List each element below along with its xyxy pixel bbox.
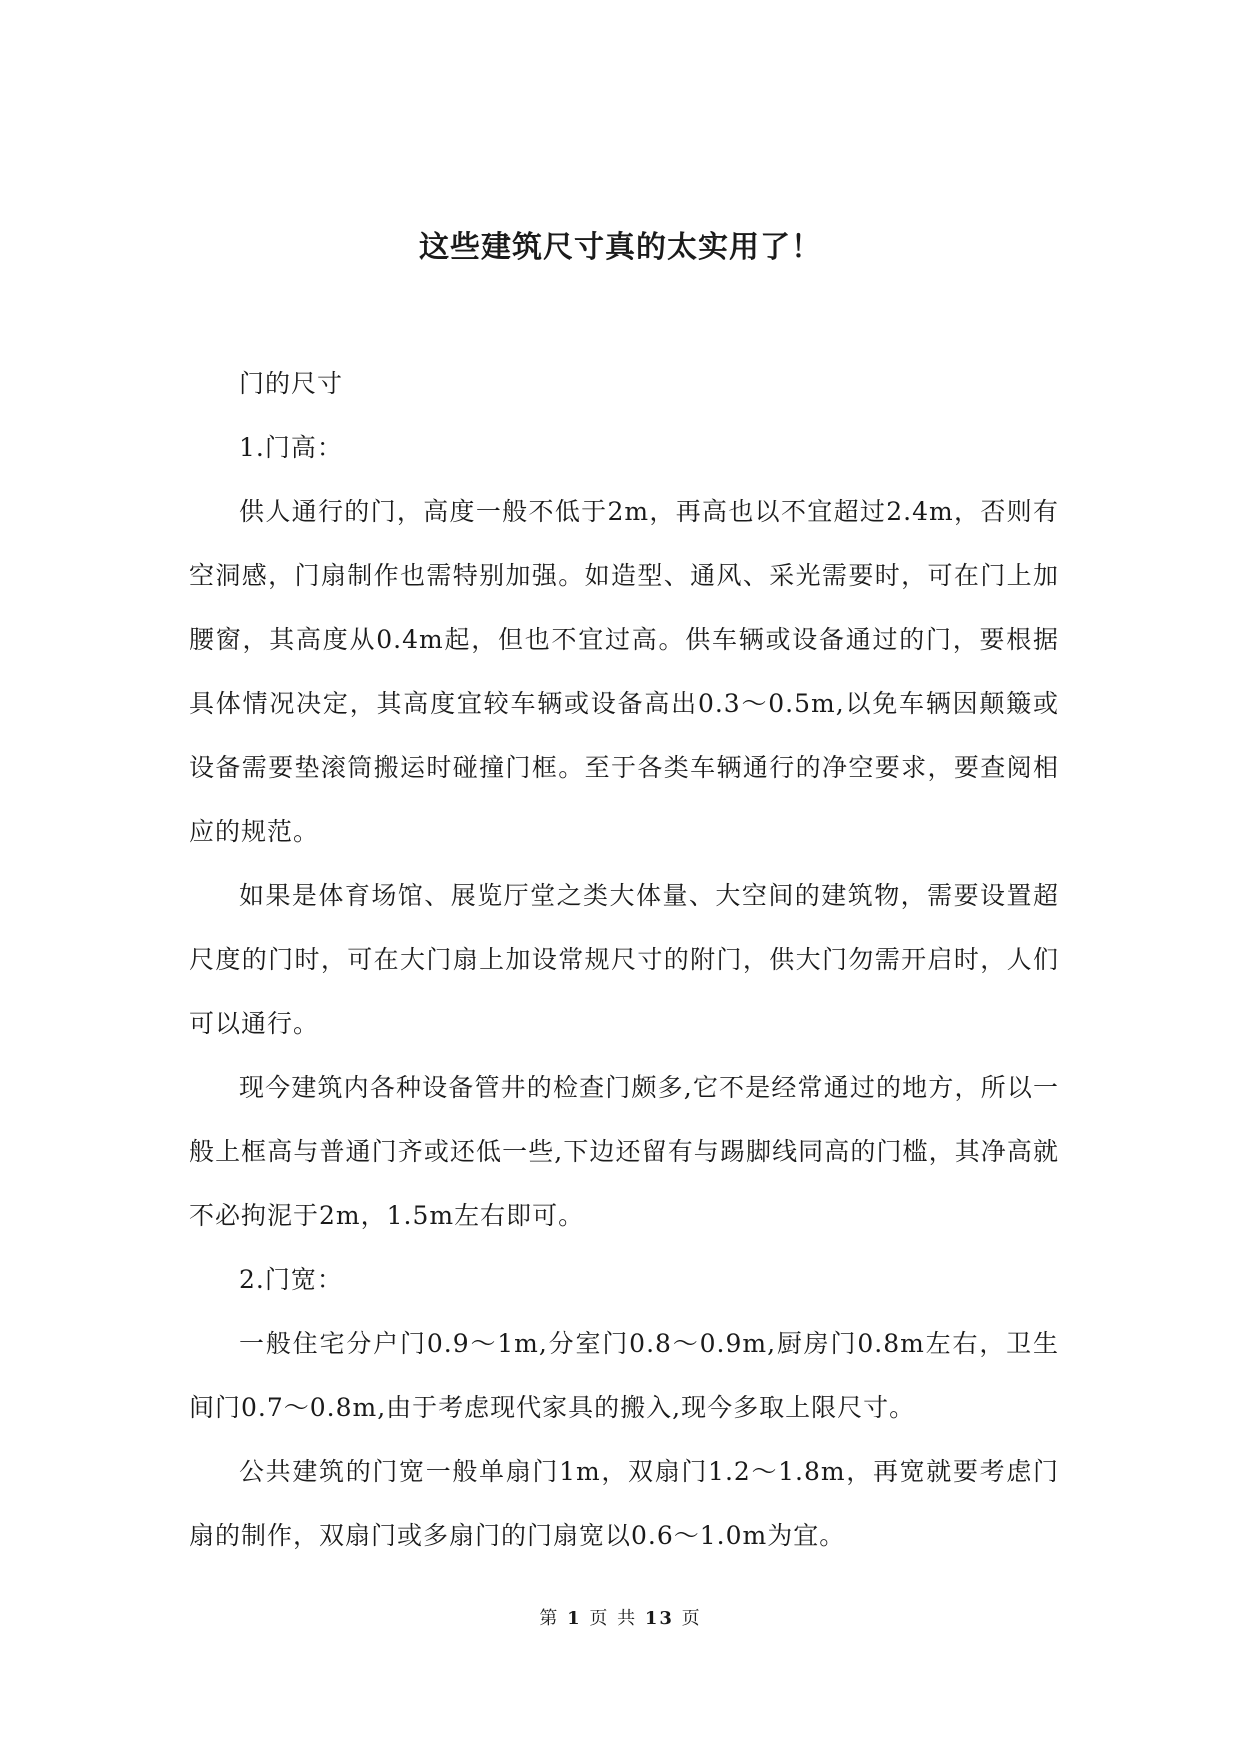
page-footer <box>0 1604 1241 1630</box>
total-page-count: 13 <box>644 1608 674 1629</box>
paragraph-inspection-doors: 现今建筑内各种设备管井的检查门颇多,它不是经常通过的地方，所以一般上框高与普通门齐或还低一些,下边还留有与踢脚线同高的门槛，其净高就不必拘泥于2m，1.5m左右即可。 <box>189 1073 1059 1230</box>
footer-prefix: 第 <box>539 1608 560 1629</box>
paragraph-residential-door-width: 一般住宅分户门0.9～1m,分室门0.8～0.9m,厨房门0.8m左右，卫生间门0.7～0.8m,由于考虑现代家具的搬入,现今多取上限尺寸。 <box>189 1329 1059 1422</box>
page-title: 这些建筑尺寸真的太实用了！ <box>419 230 822 265</box>
paragraph-public-door-width: 公共建筑的门宽一般单扇门1m，双扇门1.2～1.8m，再宽就要考虑门扇的制作，双扇门或多扇门的门扇宽以0.6～1.0m为宜。 <box>189 1457 1059 1550</box>
section-heading-door-size: 门的尺寸 <box>239 369 344 398</box>
paragraph-large-venue-doors: 如果是体育场馆、展览厅堂之类大体量、大空间的建筑物，需要设置超尺度的门时，可在大门扇上加设常规尺寸的附门，供大门勿需开启时，人们可以通行。 <box>189 881 1059 1038</box>
subheading-door-width: 2.门宽： <box>239 1265 343 1294</box>
paragraph-door-height-general: 供人通行的门，高度一般不低于2m，再高也以不宜超过2.4m，否则有空洞感，门扇制作也需特别加强。如造型、通风、采光需要时，可在门上加腰窗，其高度从0.4m起，但也不宜过高。供车辆或设备通过的门，要根据具体情况决定，其高度宜较车辆或设备高出0.3～0.5m,以免车辆因颠簸或设备需要垫滚筒搬运时碰撞门框。至于各类车辆通行的净空要求，要查阅相应的规范。 <box>189 497 1059 846</box>
current-page-number: 1 <box>567 1608 582 1629</box>
footer-suffix: 页 <box>681 1608 702 1629</box>
footer-middle: 页 共 <box>589 1608 638 1629</box>
document-body <box>189 352 1059 1568</box>
subheading-door-height: 1.门高： <box>239 433 343 462</box>
